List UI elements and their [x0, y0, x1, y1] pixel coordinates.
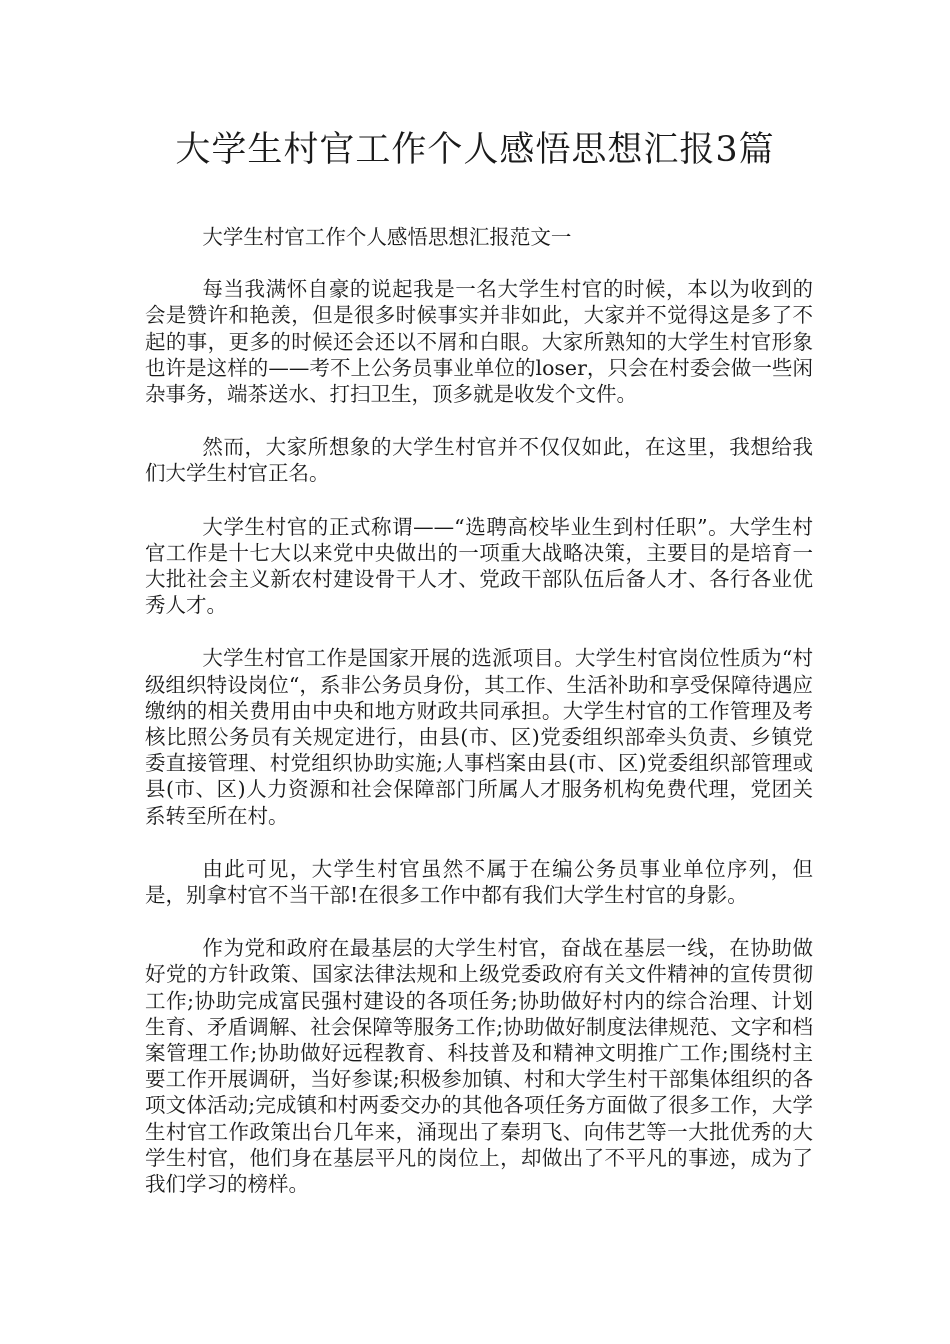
paragraph-3: 大学生村官的正式称谓——“选聘高校毕业生到村任职”。大学生村官工作是十七大以来党中央做出的一项重大战略决策，主要目的是培育一大批社会主义新农村建设骨干人才、党政干部队伍后备人才、各行各业优秀人才。 — [145, 514, 813, 618]
paragraph-1: 每当我满怀自豪的说起我是一名大学生村官的时候，本以为收到的会是赞许和艳羡，但是很多时候事实并非如此，大家并不觉得这是多了不起的事，更多的时候还会还以不屑和白眼。大家所熟知的大学生村官形象也许是这样的——考不上公务员事业单位的loser，只会在村委会做一些闲杂事务，端茶送水、打扫卫生，顶多就是收发个文件。 — [145, 277, 813, 407]
paragraph-5: 由此可见，大学生村官虽然不属于在编公务员事业单位序列，但是，别拿村官不当干部!在很多工作中都有我们大学生村官的身影。 — [145, 856, 813, 908]
document-title: 大学生村官工作个人感悟思想汇报3篇 — [175, 130, 775, 170]
section-subheading: 大学生村官工作个人感悟思想汇报范文一 — [202, 225, 572, 249]
paragraph-2: 然而，大家所想象的大学生村官并不仅仅如此，在这里，我想给我们大学生村官正名。 — [145, 435, 813, 486]
document-body — [145, 224, 813, 1224]
paragraph-4: 大学生村官工作是国家开展的选派项目。大学生村官岗位性质为“村级组织特设岗位“，系非公务员身份，其工作、生活补助和享受保障待遇应缴纳的相关费用由中央和地方财政共同承担。大学生村官的工作管理及考核比照公务员有关规定进行，由县(市、区)党委组织部牵头负责、乡镇党委直接管理、村党组织协助实施;人事档案由县(市、区)党委组织部管理或县(市、区)人力资源和社会保障部门所属人才服务机构免费代理，党团关系转至所在村。 — [145, 646, 813, 828]
paragraph-6: 作为党和政府在最基层的大学生村官，奋战在基层一线，在协助做好党的方针政策、国家法律法规和上级党委政府有关文件精神的宣传贯彻工作;协助完成富民强村建设的各项任务;协助做好村内的综合治理、计划生育、矛盾调解、社会保障等服务工作;协助做好制度法律规范、文字和档案管理工作;协助做好远程教育、科技普及和精神文明推广工作;围绕村主要工作开展调研，当好参谋;积极参加镇、村和大学生村干部集体组织的各项文体活动;完成镇和村两委交办的其他各项任务方面做了很多工作，大学生村官工作政策出台几年来，涌现出了秦玥飞、向伟艺等一大批优秀的大学生村官，他们身在基层平凡的岗位上，却做出了不平凡的事迹，成为了我们学习的榜样。 — [145, 936, 813, 1197]
